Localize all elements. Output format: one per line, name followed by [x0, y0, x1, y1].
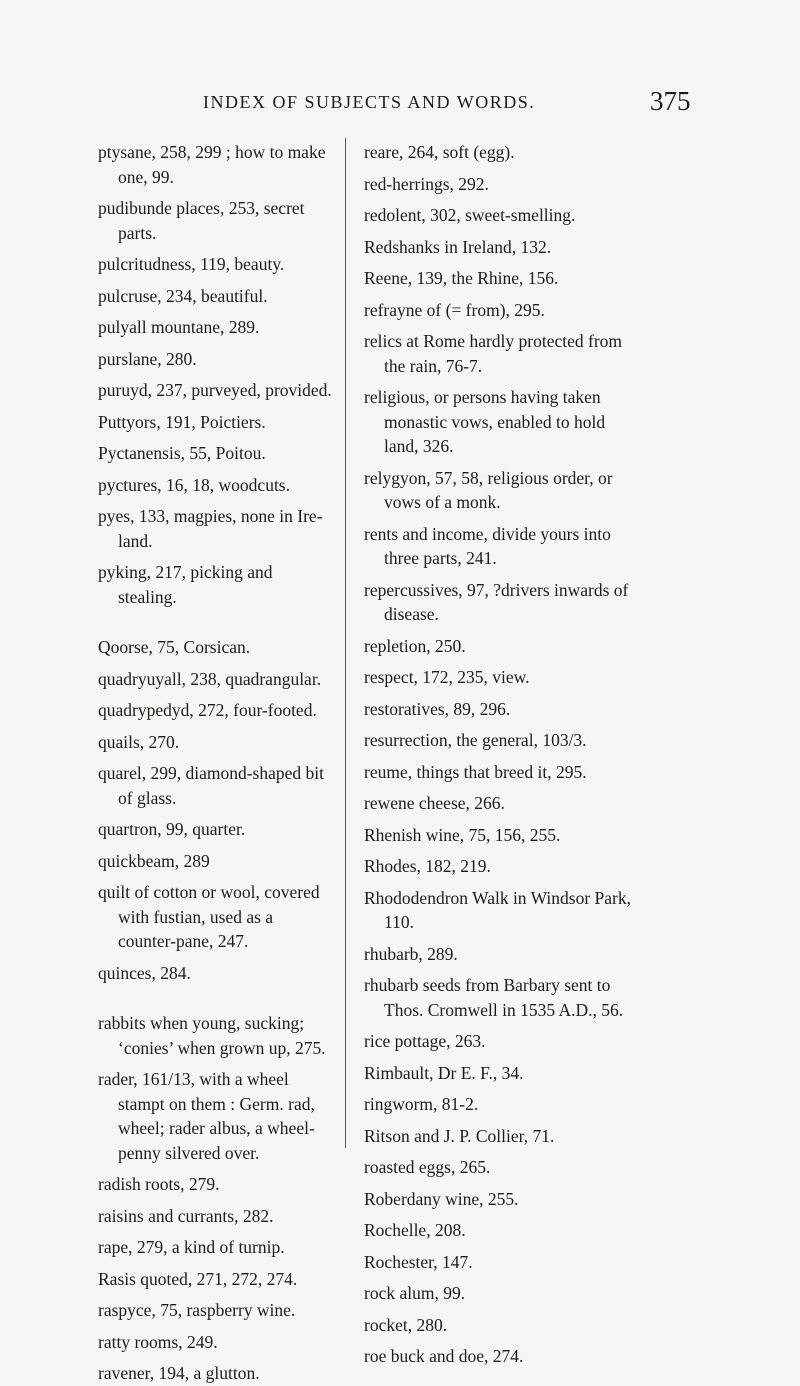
index-entry: ringworm, 81-2.: [364, 1094, 479, 1114]
index-entry: raspyce, 75, raspberry wine.: [98, 1300, 296, 1320]
index-entry: reume, things that breed it, 295.: [364, 761, 587, 782]
index-entry: Rhenish wine, 75, 156, 255.: [364, 824, 561, 845]
index-entry: ratty rooms, 249.: [98, 1331, 218, 1352]
index-column-left: [98, 140, 333, 1386]
index-entry: rents and income, divide yours into three parts, 241.: [364, 523, 611, 568]
index-entry: red-herrings, 292.: [364, 173, 489, 194]
index-entry: Rhododendron Walk in Windsor Park, 110.: [364, 887, 632, 932]
index-column-right: [364, 140, 634, 1369]
index-entry: religious, or persons having taken monastic vows, enabled to hold land, 326.: [364, 387, 606, 456]
index-entry: rader, 161/13, with a wheel stampt on them : Germ. rad, wheel; rader albus, a wheel-penny silvered over.: [98, 1069, 315, 1163]
index-entry: Rochelle, 208.: [364, 1220, 466, 1240]
index-entry: Qoorse, 75, Corsican.: [98, 637, 251, 657]
index-entry: rape, 279, a kind of turnip.: [98, 1237, 285, 1257]
index-entry: repletion, 250.: [364, 635, 466, 656]
page-number: 375: [650, 86, 691, 116]
index-entry: Pyctanensis, 55, Poitou.: [98, 443, 266, 463]
index-entry: pulcruse, 234, beautiful.: [98, 285, 268, 306]
index-entry: rock alum, 99.: [364, 1283, 466, 1303]
index-entry: relygyon, 57, 58, religious order, or vows of a monk.: [364, 467, 613, 512]
index-entry: pudibunde places, 253, secret parts.: [98, 198, 305, 243]
index-entry: repercussives, 97, ?drivers inwards of disease.: [364, 579, 629, 624]
index-entry: ptysane, 258, 299 ; how to make one, 99.: [98, 142, 326, 187]
index-entry: roasted eggs, 265.: [364, 1157, 491, 1177]
index-entry: Rimbault, Dr E. F., 34.: [364, 1062, 524, 1083]
index-entry: raisins and currants, 282.: [98, 1205, 274, 1226]
index-entry: quilt of cotton or wool, covered with fustian, used as a counter-pane, 247.: [98, 882, 320, 951]
index-entry: Roberdany wine, 255.: [364, 1188, 519, 1209]
index-entry: rocket, 280.: [364, 1314, 448, 1335]
index-entry: quadryuyall, 238, quadrangular.: [98, 668, 322, 689]
index-entry: reare, 264, soft (egg).: [364, 142, 515, 162]
index-entry: ravener, 194, a glutton.: [98, 1363, 260, 1383]
index-entry: redolent, 302, sweet-smelling.: [364, 205, 576, 225]
index-entry: respect, 172, 235, view.: [364, 667, 530, 687]
index-entry: quickbeam, 289: [98, 850, 210, 871]
index-entry: purslane, 280.: [98, 348, 197, 369]
index-entry: Puttyors, 191, Poictiers.: [98, 411, 266, 432]
index-entry: Rhodes, 182, 219.: [364, 856, 491, 876]
running-title: INDEX OF SUBJECTS AND WORDS.: [203, 92, 536, 112]
index-entry: radish roots, 279.: [98, 1174, 220, 1194]
index-entry: pyctures, 16, 18, woodcuts.: [98, 474, 290, 495]
index-entry: rice pottage, 263.: [364, 1031, 486, 1051]
index-entry: Rochester, 147.: [364, 1251, 473, 1272]
index-entry: quadrypedyd, 272, four-footed.: [98, 700, 317, 720]
index-entry: rabbits when young, sucking; ‘conies’ when grown up, 275.: [98, 1013, 326, 1058]
index-entry: restoratives, 89, 296.: [364, 698, 511, 719]
index-entry: roe buck and doe, 274.: [364, 1346, 524, 1366]
index-entry: Rasis quoted, 271, 272, 274.: [98, 1268, 298, 1289]
index-entry: rewene cheese, 266.: [364, 793, 505, 813]
index-entry: rhubarb seeds from Barbary sent to Thos. Cromwell in 1535 A.D., 56.: [364, 975, 624, 1020]
index-entry: pulcritudness, 119, beauty.: [98, 254, 285, 274]
column-divider: [345, 138, 346, 1148]
index-entry: quartron, 99, quarter.: [98, 819, 246, 839]
index-entry: pyes, 133, magpies, none in Ire-land.: [98, 506, 323, 551]
index-entry: pyking, 217, picking and stealing.: [98, 562, 273, 607]
index-entry: quinces, 284.: [98, 962, 191, 983]
index-entry: relics at Rome hardly protected from the rain, 76-7.: [364, 331, 623, 376]
page-header: [0, 86, 800, 126]
index-entry: quarel, 299, diamond-shaped bit of glass.: [98, 763, 324, 808]
index-entry: refrayne of (= from), 295.: [364, 299, 545, 320]
index-entry: quails, 270.: [98, 731, 180, 752]
index-entry: puruyd, 237, purveyed, provided.: [98, 380, 332, 400]
index-entry: Reene, 139, the Rhine, 156.: [364, 268, 559, 288]
index-entry: Redshanks in Ireland, 132.: [364, 236, 552, 257]
index-entry: Ritson and J. P. Collier, 71.: [364, 1125, 555, 1146]
index-entry: rhubarb, 289.: [364, 943, 458, 964]
index-entry: resurrection, the general, 103/3.: [364, 730, 587, 750]
index-entry: pulyall mountane, 289.: [98, 317, 260, 337]
